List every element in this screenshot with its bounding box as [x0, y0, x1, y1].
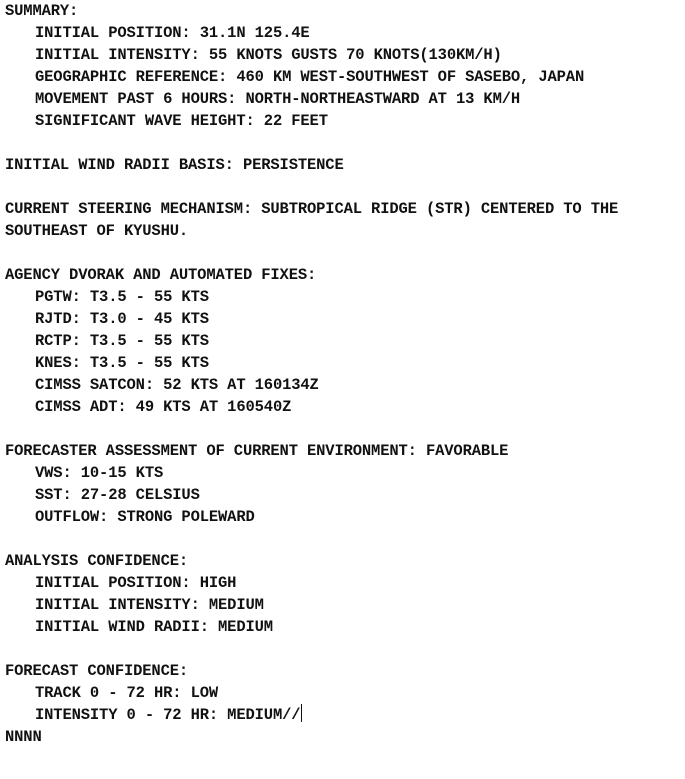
environment-vws: VWS: 10-15 KTS [35, 464, 164, 482]
forecast-intensity: INTENSITY 0 - 72 HR: MEDIUM// [35, 706, 301, 724]
forecast-track: TRACK 0 - 72 HR: LOW [35, 684, 219, 702]
summary-initial-intensity: INITIAL INTENSITY: 55 KNOTS GUSTS 70 KNOTS(130KM/H) [35, 46, 502, 64]
forecast-confidence-heading: FORECAST CONFIDENCE: [5, 662, 189, 680]
end-marker: NNNN [5, 728, 42, 746]
text-cursor [301, 704, 302, 722]
environment-sst: SST: 27-28 CELSIUS [35, 486, 200, 504]
bulletin-text [5, 0, 683, 748]
summary-geographic-reference: GEOGRAPHIC REFERENCE: 460 KM WEST-SOUTHWEST OF SASEBO, JAPAN [35, 68, 585, 86]
fix-item-knes: KNES: T3.5 - 55 KTS [35, 354, 209, 372]
steering-line-2: SOUTHEAST OF KYUSHU. [5, 222, 189, 240]
forecast-intensity-line [5, 704, 683, 726]
environment-outflow: OUTFLOW: STRONG POLEWARD [35, 508, 255, 526]
summary-movement: MOVEMENT PAST 6 HOURS: NORTH-NORTHEASTWARD AT 13 KM/H [35, 90, 521, 108]
fix-item-pgtw: PGTW: T3.5 - 55 KTS [35, 288, 209, 306]
blank-line [5, 176, 683, 198]
analysis-confidence-heading: ANALYSIS CONFIDENCE: [5, 552, 189, 570]
fix-item-cimss-adt: CIMSS ADT: 49 KTS AT 160540Z [35, 398, 292, 416]
analysis-initial-position: INITIAL POSITION: HIGH [35, 574, 237, 592]
blank-line [5, 418, 683, 440]
blank-line [5, 638, 683, 660]
fixes-heading: AGENCY DVORAK AND AUTOMATED FIXES: [5, 266, 317, 284]
summary-wave-height: SIGNIFICANT WAVE HEIGHT: 22 FEET [35, 112, 328, 130]
environment-heading: FORECASTER ASSESSMENT OF CURRENT ENVIRONMENT: FAVORABLE [5, 442, 509, 460]
analysis-initial-intensity: INITIAL INTENSITY: MEDIUM [35, 596, 264, 614]
fix-item-cimss-satcon: CIMSS SATCON: 52 KTS AT 160134Z [35, 376, 319, 394]
steering-line-1: CURRENT STEERING MECHANISM: SUBTROPICAL RIDGE (STR) CENTERED TO THE [5, 200, 619, 218]
wind-radii-basis: INITIAL WIND RADII BASIS: PERSISTENCE [5, 156, 344, 174]
fix-item-rjtd: RJTD: T3.0 - 45 KTS [35, 310, 209, 328]
analysis-initial-wind-radii: INITIAL WIND RADII: MEDIUM [35, 618, 273, 636]
blank-line [5, 132, 683, 154]
blank-line [5, 528, 683, 550]
summary-initial-position: INITIAL POSITION: 31.1N 125.4E [35, 24, 310, 42]
fix-item-rctp: RCTP: T3.5 - 55 KTS [35, 332, 209, 350]
blank-line [5, 242, 683, 264]
summary-heading: SUMMARY: [5, 2, 79, 20]
